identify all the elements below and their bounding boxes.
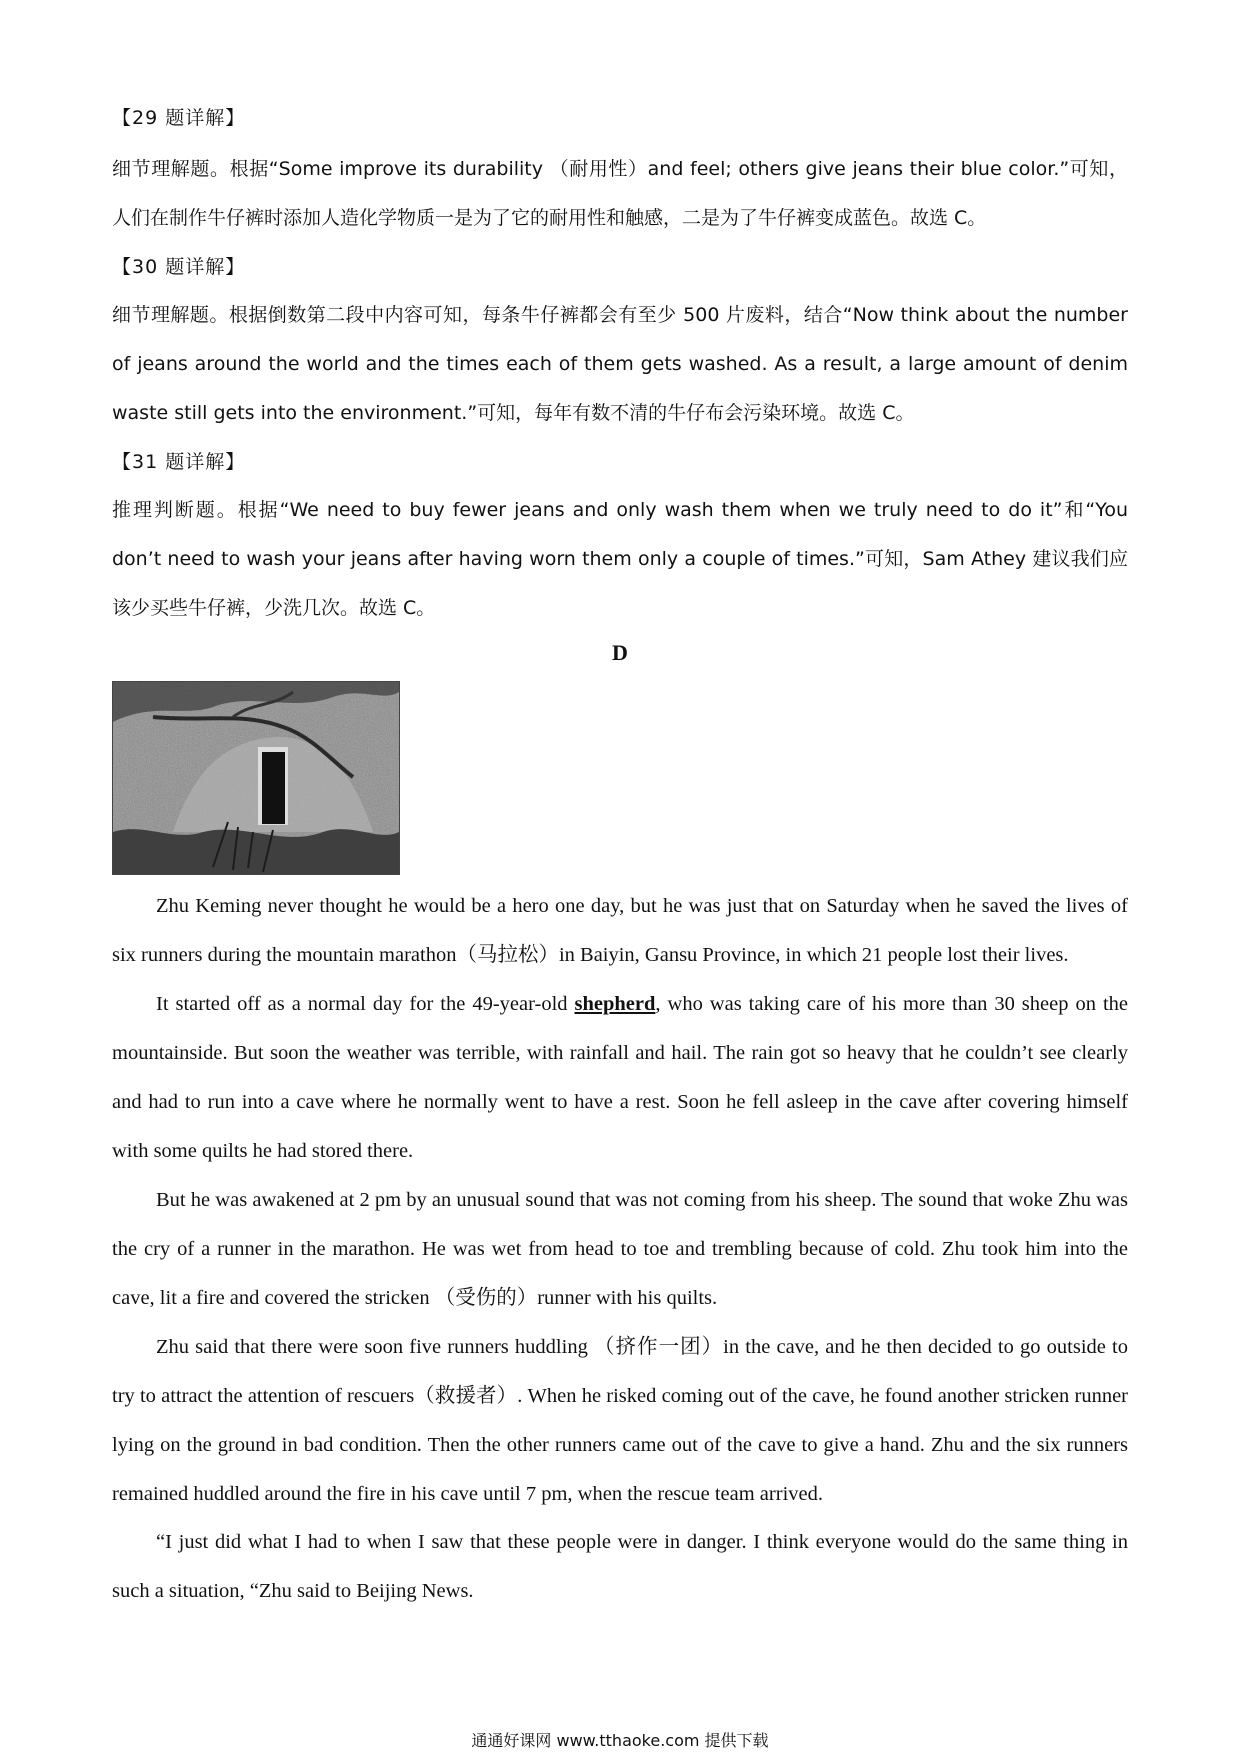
- story-paragraph-4: Zhu said that there were soon five runners huddling （挤作一团）in the cave, and he then decided to go outside to try to attract the attention of rescuers（救援者）. When he risked coming out of the cave, he found another stricken runner lying on the ground in bad condition. Then the other runners came out of the cave to give a hand. Zhu and the six runners remained huddled around the fire in his cave until 7 pm, when the rescue team arrived.: [112, 1336, 1128, 1505]
- story-paragraph-2-end: , who was taking care of his more than 30 sheep on the mountainside. But soon the weather was terrible, with rainfall and hail. The rain got so heavy that he couldn’t see clearly and had to run into a cave where he normally went to have a rest. Soon he fell asleep in the cave after covering himself with some quilts he had stored there.: [112, 993, 1128, 1162]
- story-paragraph-1: Zhu Keming never thought he would be a hero one day, but he was just that on Saturday when he saved the lives of six runners during the mountain marathon（马拉松）in Baiyin, Gansu Province, in which 21 people lost their lives.: [112, 895, 1128, 966]
- q29-explanation: 细节理解题。根据“Some improve its durability （耐用性）and feel; others give jeans their blue color.”可知，人们在制作牛仔裤时添加人造化学物质一是为了它的耐用性和触感，二是为了牛仔裤变成蓝色。故选 C。: [112, 158, 1128, 229]
- cave-photo: [112, 681, 400, 875]
- download-footer: 通通好课网 www.tthaoke.com 提供下载: [471, 1731, 769, 1750]
- q29-heading: 【29 题详解】: [112, 107, 246, 129]
- story-paragraph-2-start: It started off as a normal day for the 49-year-old: [156, 993, 575, 1015]
- story-paragraph-3: But he was awakened at 2 pm by an unusual sound that was not coming from his sheep. The sound that woke Zhu was the cry of a runner in the marathon. He was wet from head to toe and trembling because of cold. Zhu took him into the cave, lit a fire and covered the stricken （受伤的）runner with his quilts.: [112, 1189, 1128, 1309]
- q31-heading: 【31 题详解】: [112, 451, 246, 473]
- story-paragraph-5: “I just did what I had to when I saw that these people were in danger. I think everyone would do the same thing in such a situation, “Zhu said to Beijing News.: [112, 1531, 1128, 1602]
- shepherd-underlined-word: shepherd: [574, 993, 656, 1015]
- q31-explanation: 推理判断题。根据“We need to buy fewer jeans and only wash them when we truly need to do it”和“You don’t need to wash your jeans after having worn them only a couple of times.”可知，Sam Athey 建议我们应该少买些牛仔裤，少洗几次。故选 C。: [112, 499, 1128, 619]
- q30-explanation: 细节理解题。根据倒数第二段中内容可知，每条牛仔裤都会有至少 500 片废料，结合“Now think about the number of jeans around the world and the times each of them gets washed. As a result, a large amount of denim waste still gets into the environment.”可知，每年有数不清的牛仔布会污染环境。故选 C。: [112, 304, 1128, 424]
- section-d-title: D: [612, 640, 628, 665]
- story-paragraph-2: [112, 980, 1128, 1176]
- q30-heading: 【30 题详解】: [112, 256, 246, 278]
